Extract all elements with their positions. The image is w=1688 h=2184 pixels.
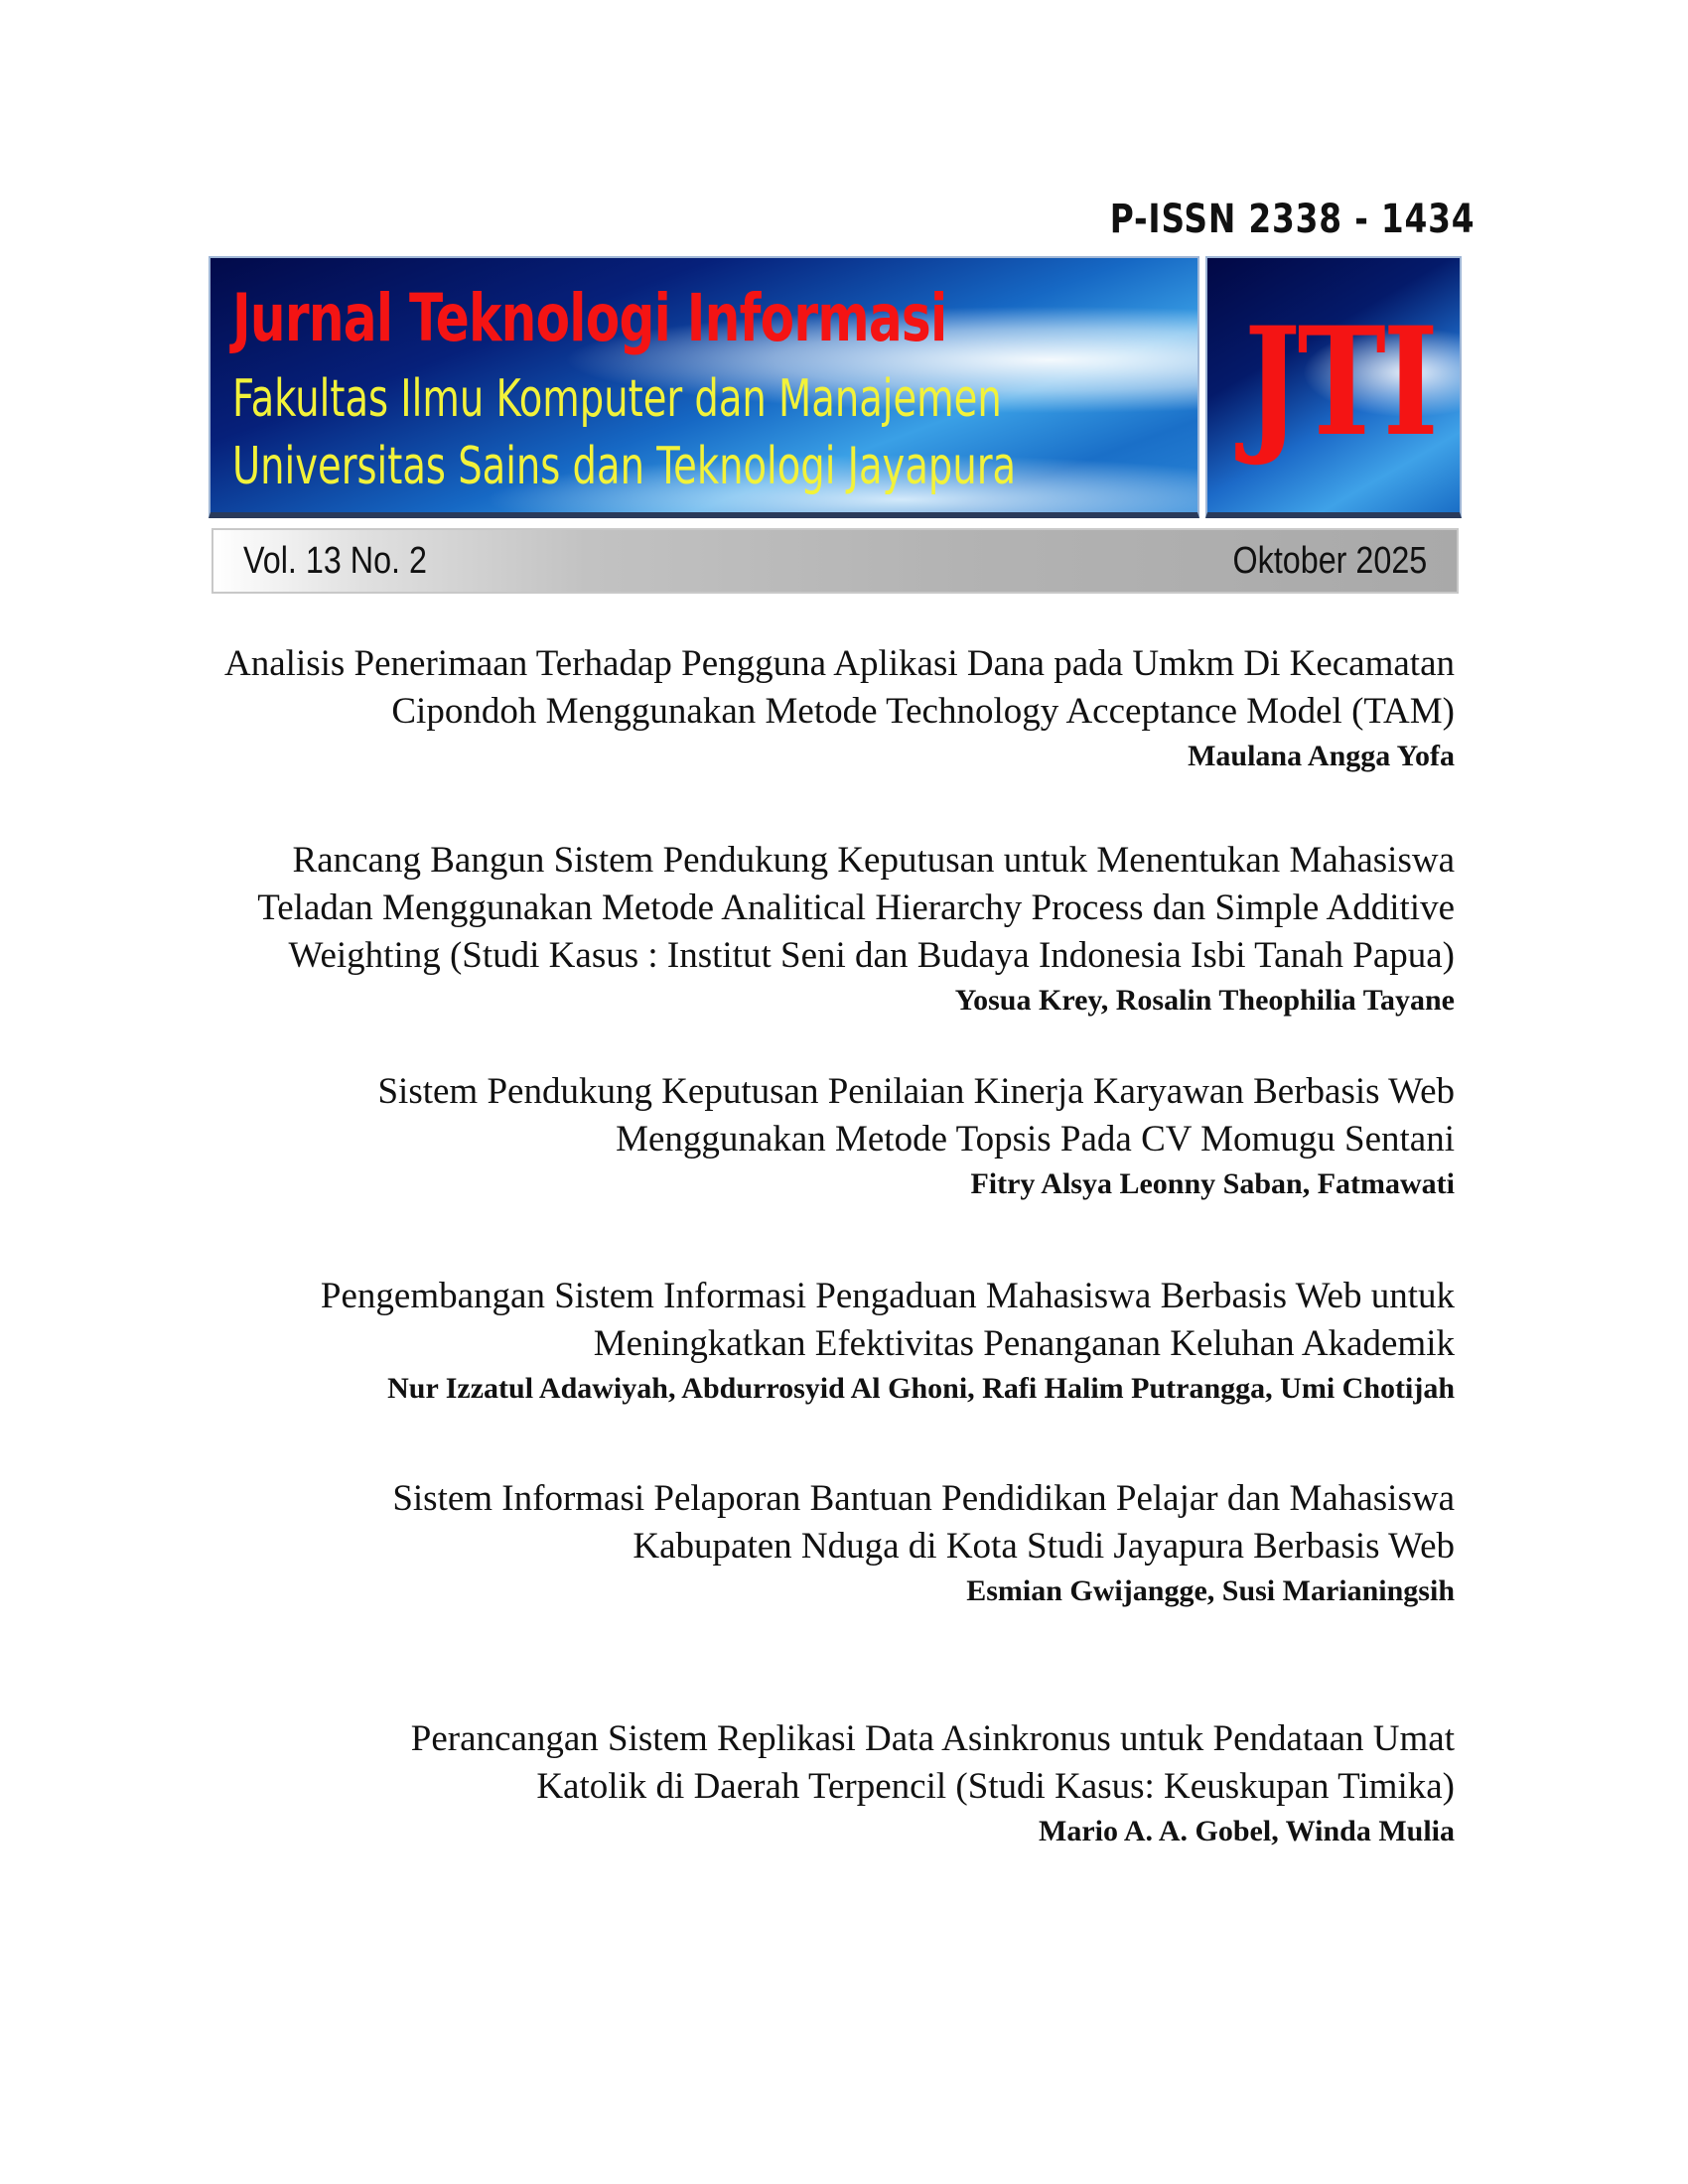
article-authors: Fitry Alsya Leonny Saban, Fatmawati: [970, 1167, 1455, 1200]
article-authors: Yosua Krey, Rosalin Theophilia Tayane: [954, 984, 1455, 1017]
article-title-line: Menggunakan Metode Topsis Pada CV Momugu Sentani: [616, 1119, 1455, 1160]
faculty-name: Fakultas Ilmu Komputer dan Manajemen: [232, 369, 1002, 429]
article-entry: [159, 640, 1455, 777]
journal-banner: [209, 256, 1462, 518]
volume-bar: [211, 528, 1459, 594]
article-title-line: Rancang Bangun Sistem Pendukung Keputusan untuk Menentukan Mahasiswa: [292, 840, 1455, 881]
article-title-line: Katolik di Daerah Terpencil (Studi Kasus: Keuskupan Timika): [536, 1766, 1455, 1807]
article-title-line: Perancangan Sistem Replikasi Data Asinkronus untuk Pendataan Umat: [410, 1718, 1455, 1759]
article-entry: [159, 1068, 1455, 1205]
article-entry: [159, 1475, 1455, 1612]
article-title-line: Meningkatkan Efektivitas Penanganan Keluhan Akademik: [593, 1323, 1455, 1364]
issue-date: Oktober 2025: [1232, 540, 1427, 582]
article-title-line: Pengembangan Sistem Informasi Pengaduan Mahasiswa Berbasis Web untuk: [320, 1276, 1455, 1316]
article-entry: [159, 837, 1455, 1022]
article-authors: Esmian Gwijangge, Susi Marianingsih: [966, 1574, 1455, 1607]
article-authors: Maulana Angga Yofa: [1188, 740, 1455, 772]
volume-number: Vol. 13 No. 2: [243, 540, 427, 582]
university-name: Universitas Sains dan Teknologi Jayapura: [232, 437, 1017, 496]
journal-title: Jurnal Teknologi Informasi: [232, 280, 947, 356]
issn-number: P-ISSN 2338 - 1434: [1109, 197, 1475, 242]
article-authors: Nur Izzatul Adawiyah, Abdurrosyid Al Ghoni, Rafi Halim Putrangga, Umi Chotijah: [387, 1372, 1455, 1405]
jti-logo-panel: [1205, 256, 1462, 518]
article-title-line: Analisis Penerimaan Terhadap Pengguna Aplikasi Dana pada Umkm Di Kecamatan: [224, 643, 1455, 684]
article-title-line: Teladan Menggunakan Metode Analitical Hierarchy Process dan Simple Additive: [257, 887, 1455, 928]
article-title-line: Cipondoh Menggunakan Metode Technology Acceptance Model (TAM): [391, 691, 1455, 732]
article-entry: [159, 1715, 1455, 1852]
article-title-line: Sistem Pendukung Keputusan Penilaian Kinerja Karyawan Berbasis Web: [377, 1071, 1455, 1112]
article-title-line: Weighting (Studi Kasus : Institut Seni dan Budaya Indonesia Isbi Tanah Papua): [288, 935, 1455, 976]
banner-main-panel: [209, 256, 1199, 518]
article-title-line: Sistem Informasi Pelaporan Bantuan Pendidikan Pelajar dan Mahasiswa: [392, 1478, 1455, 1519]
article-authors: Mario A. A. Gobel, Winda Mulia: [1039, 1815, 1455, 1847]
article-title-line: Kabupaten Nduga di Kota Studi Jayapura Berbasis Web: [633, 1526, 1455, 1567]
jti-logo: JTI: [1244, 295, 1436, 470]
article-entry: [159, 1273, 1455, 1410]
